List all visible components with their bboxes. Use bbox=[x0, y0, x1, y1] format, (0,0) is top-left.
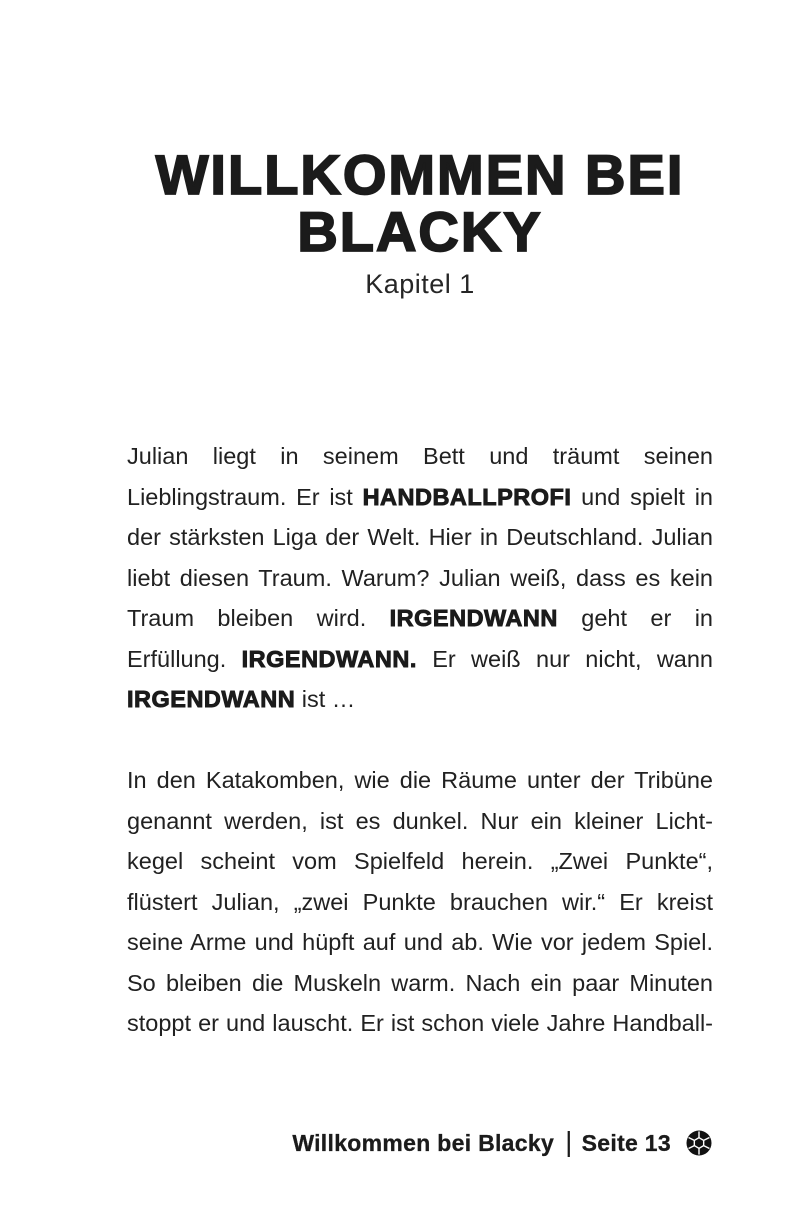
text-line bbox=[127, 436, 713, 477]
chapter-header bbox=[127, 143, 713, 299]
emphasis-word: IRGENDWANN. bbox=[241, 645, 417, 672]
chapter-title-line2: BLACKY bbox=[297, 200, 543, 263]
text-line bbox=[127, 558, 713, 599]
text-segment: Er weiß nur nicht, wann bbox=[416, 645, 713, 672]
emphasis-word: HANDBALLPROFI bbox=[362, 483, 572, 510]
text-line bbox=[127, 882, 713, 923]
body-text bbox=[127, 436, 713, 1044]
text-segment: genannt werden, ist es dunkel. Nur ein kleiner Licht- bbox=[127, 807, 713, 834]
text-segment: und spielt in bbox=[571, 483, 713, 510]
text-segment: der stärksten Liga der Welt. Hier in Deutschland. Julian bbox=[127, 524, 713, 550]
text-segment: ist … bbox=[295, 686, 356, 712]
text-line bbox=[127, 639, 713, 680]
handball-icon bbox=[685, 1129, 713, 1157]
paragraph bbox=[127, 760, 713, 1044]
text-line bbox=[127, 963, 713, 1004]
text-segment: Lieblingstraum. Er ist bbox=[127, 483, 363, 510]
text-line bbox=[127, 1003, 713, 1044]
text-line bbox=[127, 679, 713, 720]
text-segment: liebt diesen Traum. Warum? Julian weiß, dass es kein bbox=[127, 564, 713, 591]
text-segment: kegel scheint vom Spielfeld herein. „Zwei Punkte“, bbox=[127, 848, 713, 874]
footer-separator: | bbox=[565, 1126, 573, 1157]
text-segment: stoppt er und lauscht. Er ist schon viele Jahre Handball- bbox=[127, 1010, 713, 1036]
emphasis-word: IRGENDWANN bbox=[127, 686, 296, 712]
text-segment: In den Katakomben, wie die Räume unter der Tribüne bbox=[127, 767, 713, 793]
text-segment: So bleiben die Muskeln warm. Nach ein paar Minuten bbox=[127, 969, 713, 996]
text-segment: geht er in bbox=[557, 605, 713, 631]
text-segment: Erfüllung. bbox=[127, 645, 242, 672]
text-line bbox=[127, 922, 713, 963]
text-line bbox=[127, 841, 713, 882]
text-line bbox=[127, 477, 713, 518]
running-title: Willkommen bei Blacky bbox=[292, 1129, 555, 1156]
chapter-title-line1: WILLKOMMEN BEI bbox=[155, 143, 685, 206]
text-segment: Traum bleiben wird. bbox=[127, 605, 390, 631]
text-segment: seine Arme und hüpft auf und ab. Wie vor jedem Spiel. bbox=[127, 929, 713, 955]
text-line bbox=[127, 598, 713, 639]
text-line bbox=[127, 760, 713, 801]
page-number: Seite 13 bbox=[581, 1129, 671, 1156]
text-line bbox=[127, 801, 713, 842]
text-segment: Julian liegt in seinem Bett und träumt seinen bbox=[127, 443, 713, 469]
paragraph bbox=[127, 436, 713, 720]
chapter-number: Kapitel 1 bbox=[365, 269, 475, 299]
emphasis-word: IRGENDWANN bbox=[389, 605, 558, 631]
chapter-title bbox=[127, 143, 713, 263]
text-segment: flüstert Julian, „zwei Punkte brauchen wir.“ Er kreist bbox=[127, 888, 713, 915]
text-line bbox=[127, 517, 713, 558]
page-footer bbox=[292, 1128, 713, 1158]
